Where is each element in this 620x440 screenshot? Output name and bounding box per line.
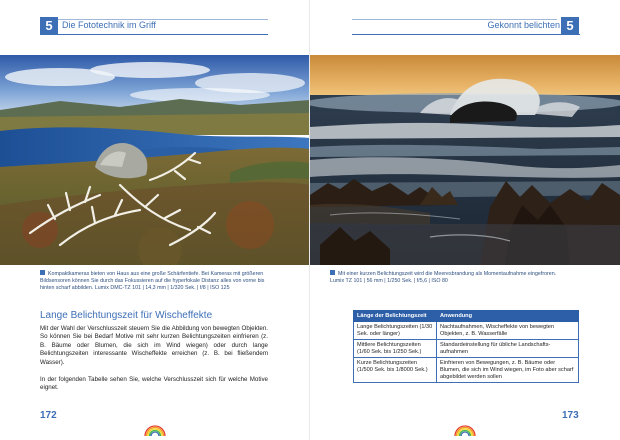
page-number: 173 — [562, 410, 579, 421]
header-rule-top — [58, 19, 268, 20]
table-cell: Einfrieren von Bewegungen, z. B. Bäume oder Blumen, die sich im Wind wiegen, im Foto aber scharf abgebildet werden sollen — [437, 358, 579, 383]
table-cell: Lange Belichtungszeiten (1/30 Sek. oder länger) — [354, 322, 437, 340]
chapter-title: Gekonnt belichten — [487, 20, 560, 30]
header-rule — [352, 34, 580, 35]
photo-caption: Kompaktkameras bieten von Haus aus eine große Schärfentiefe. Bei Kameras mit größeren Bildsensoren können Sie durch das Fokussieren auf die hyperfokale Distanz alles von vorne bis hinten scharf abbilden. Lumix DMC-TZ 101 | 14,3 mm | 1/320 Sek. | f/8 | ISO 125 — [40, 271, 265, 292]
header-rule — [40, 34, 268, 35]
table-row — [354, 358, 579, 383]
tundra-antler-photo — [0, 55, 310, 265]
chapter-title: Die Fototechnik im Griff — [62, 20, 156, 30]
table-cell: Mittlere Belichtungszeiten (1/60 Sek. bis 1/250 Sek.) — [354, 340, 437, 358]
rainbow-logo-icon — [453, 424, 477, 438]
caption-square-icon — [40, 270, 45, 275]
table-row — [354, 322, 579, 340]
chapter-number-badge: 5 — [40, 17, 58, 35]
table-cell: Nachtaufnahmen, Wischeffekte von bewegten Objekten, z. B. Wasserfälle — [437, 322, 579, 340]
page-number: 172 — [40, 410, 57, 421]
body-paragraph-2: In der folgenden Tabelle sehen Sie, welche Verschlusszeit sich für welche Motive eignet. — [40, 376, 268, 392]
table-row — [354, 340, 579, 358]
photo-caption: Mit einer kurzen Belichtungszeit wird die Meeresbrandung als Momentaufnahme eingefroren. Lumix TZ 101 | 56 mm | 1/250 Sek. | f/5,6 | ISO 80 — [330, 271, 557, 285]
rainbow-logo-icon — [143, 424, 167, 438]
section-heading: Lange Belichtungszeit für Wischeffekte — [40, 310, 213, 321]
caption-square-icon — [330, 270, 335, 275]
right-page — [310, 0, 620, 440]
table-cell: Kurze Belichtungszeiten (1/500 Sek. bis 1/8000 Sek.) — [354, 358, 437, 383]
table-header-cell: Anwendung — [437, 311, 579, 322]
exposure-time-table — [353, 310, 579, 383]
table-cell: Standardeinstellung für übliche Landschaftsaufnahmen — [437, 340, 579, 358]
chapter-number-badge: 5 — [561, 17, 579, 35]
table-header-cell: Länge der Belichtungszeit — [354, 311, 437, 322]
body-paragraph-1: Mit der Wahl der Verschlusszeit steuern Sie die Abbildung von bewegten Objekten. So können Sie bei Bedarf Motive mit sehr kurzen Belichtungszeiten einfrieren (z. B. Bäume oder Blumen, die sich im Wind wiegen) oder durch lange Belichtungszeiten interessante Wischeffekte erreichen (z. B. bei fließendem Wasser). — [40, 325, 268, 366]
table-header-row — [354, 311, 579, 322]
ocean-surf-photo — [310, 55, 620, 265]
